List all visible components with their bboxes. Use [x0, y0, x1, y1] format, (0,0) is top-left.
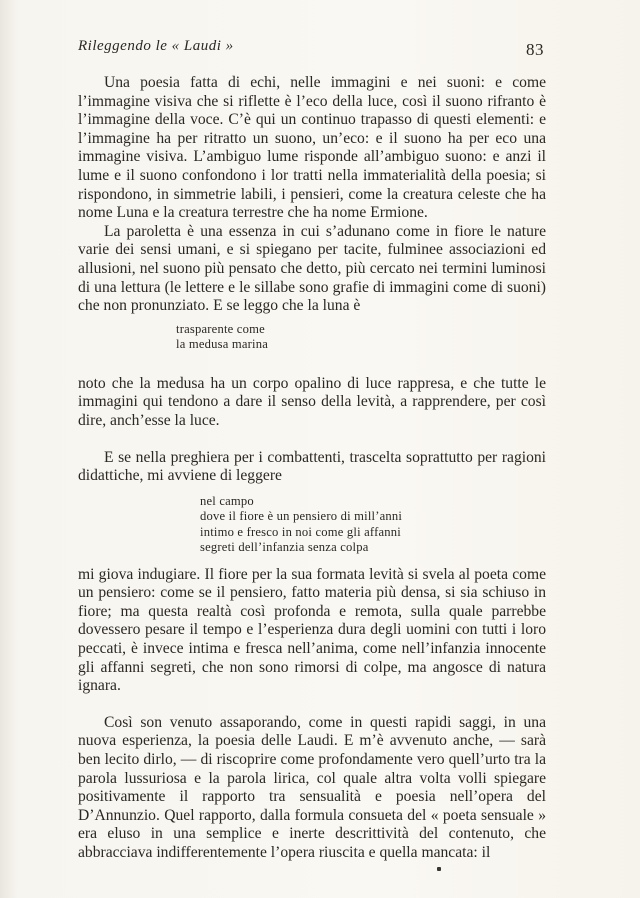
verse-quote-luna [176, 322, 546, 353]
paragraph-3: noto che la medusa ha un corpo opalino di luce rappresa, e che tutte le immagini qui tendono a dare il senso della levità, a rapprendere, per così dire, anch’esse la luce. [78, 374, 546, 429]
verse-line: trasparente come [176, 321, 265, 336]
paragraph-1: Una poesia fatta di echi, nelle immagini e nei suoni: e come l’immagine visiva che si riflette è l’eco della luce, così il suono rifranto è l’immagine della voce. C’è qui un continuo trapasso di questi elementi: e l’immagine ha per ritratto un suono, un’eco: e il suono ha per eco una immagine visiva. L’ambiguo lume risponde all’ambiguo suono: e anzi il lume e il suono confondono i lor tratti nella immaterialità della poesia; si rispondono, in simmetrie labili, i pensieri, come la creatura celeste che ha nome Luna e la creatura terrestre che ha nome Ermione. [78, 74, 546, 222]
verse-line: intimo e fresco in noi come gli affanni [200, 524, 401, 539]
paragraph-6: Così son venuto assaporando, come in questi rapidi saggi, in una nuova esperienza, la poesia delle Laudi. E m’è avvenuto anche, — sarà ben lecito dirlo, — di riscoprire come profondamente vero quell’urto tra la parola lussuriosa e la parola lirica, col quale altra volta volli spiegare positivamente il rapporto tra sensualità e poesia nell’opera del D’Annunzio. Quel rapporto, dalla formula consueta del « poeta sensuale » era eluso in una semplice e inerte descrittività del contenuto, che abbracciava indifferentemente l’opera riuscita e quella mancata: il [78, 713, 546, 861]
verse-line: dove il fiore è un pensiero di mill’anni [200, 509, 403, 524]
verse-line: la medusa marina [176, 337, 269, 352]
section-gap [78, 431, 546, 449]
paragraph-4: E se nella preghiera per i combattenti, trascelta soprattutto per ragioni didattiche, mi avviene di leggere [78, 448, 546, 485]
verse-line: nel campo [200, 493, 254, 508]
section-gap [78, 696, 546, 714]
page-body [78, 74, 546, 863]
running-title: Rileggendo le « Laudi » [78, 38, 234, 54]
paragraph-2: La paroletta è una essenza in cui s’adunano come in fiore le nature varie dei sensi umani, e si spiegano per tacite, fulminee associazioni ed allusioni, nel suono più pensato che detto, più cercato nei termini luminosi di una lettura (le lettere e le sillabe sono grafie di immagini come di suoni) che non pronunziato. E se leggo che la luna è [78, 222, 546, 315]
paragraph-5: mi giova indugiare. Il fiore per la sua formata levità si svela al poeta come un pensiero: come se il pensiero, fatto materia più densa, si sia schiuso in fiore; ma questa realtà così profonda e remota, sulla quale parrebbe dovessero pesare il tempo e l’esperienza dura degli uomini con tutti i loro peccati, è invece intima e fresca nell’anima, come nell’infanzia innocente gli affanni segreti, che non sono rimorsi di colpe, ma angosce di natura ignara. [78, 565, 546, 695]
verse-line: segreti dell’infanzia senza colpa [200, 540, 369, 555]
page-mark [437, 867, 441, 871]
page-header [78, 38, 544, 62]
page-number: 83 [526, 40, 544, 59]
verse-quote-campo [200, 494, 546, 556]
